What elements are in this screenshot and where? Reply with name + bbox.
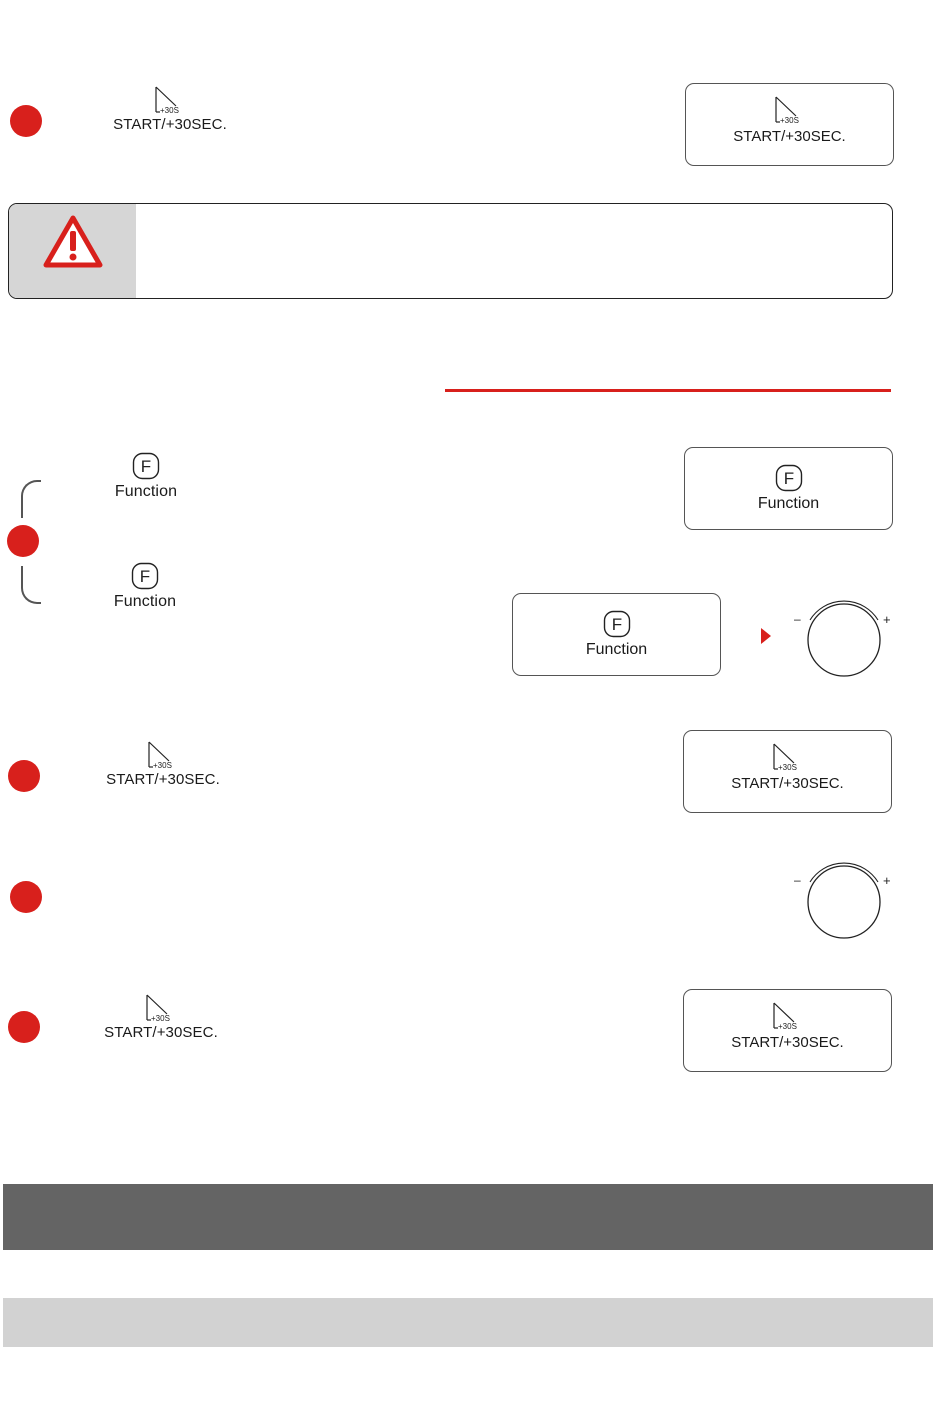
step-marker-5 [8, 1011, 40, 1043]
function-icon-letter: F [139, 567, 151, 586]
start-icon-text: +30S [151, 1014, 170, 1023]
function-icon-letter: F [140, 457, 152, 476]
function-button-inline-2 [75, 562, 215, 611]
start-30s-icon [141, 994, 181, 1024]
function-f-icon [131, 562, 159, 590]
start-icon-text: +30S [777, 763, 797, 772]
start-30s-icon [770, 96, 810, 126]
function-f-icon [775, 464, 803, 492]
function-f-icon [132, 452, 160, 480]
knob-plus: + [883, 873, 891, 888]
start-30s-icon [143, 741, 183, 771]
start-30s-icon [150, 86, 190, 116]
dial-knob-icon[interactable] [792, 596, 898, 684]
warning-side-panel [9, 204, 136, 298]
function-label: Function [757, 495, 820, 512]
step-marker-3 [8, 760, 40, 792]
step-marker-2 [7, 525, 39, 557]
function-icon-letter: F [783, 469, 794, 488]
start-30s-icon [768, 1002, 808, 1032]
start-icon-text: +30S [779, 116, 799, 125]
start-button-inline-2 [93, 741, 233, 789]
warning-triangle-icon [42, 214, 104, 270]
start-button-inline-1 [100, 86, 240, 134]
section-band-light [3, 1298, 933, 1347]
bracket-top [21, 480, 41, 518]
knob-minus: – [794, 873, 801, 887]
function-icon-letter: F [611, 615, 622, 634]
step-marker-4 [10, 881, 42, 913]
start-label: START/+30SEC. [731, 1034, 844, 1051]
start-button-panel-3[interactable] [683, 989, 892, 1072]
knob-minus: – [794, 612, 801, 626]
start-icon-text: +30S [777, 1022, 797, 1031]
start-label: START/+30SEC. [106, 771, 220, 788]
function-button-panel-2[interactable] [512, 593, 721, 676]
start-button-panel-1[interactable] [685, 83, 894, 166]
section-band-dark [3, 1184, 933, 1250]
function-label: Function [113, 593, 177, 610]
step-marker-1 [10, 105, 42, 137]
start-icon-text: +30S [153, 761, 172, 770]
start-icon-text: +30S [160, 106, 179, 115]
start-button-inline-3 [91, 994, 231, 1042]
start-label: START/+30SEC. [104, 1024, 218, 1041]
function-label: Function [114, 483, 178, 500]
function-f-icon [603, 610, 631, 638]
start-button-panel-2[interactable] [683, 730, 892, 813]
section-rule [445, 389, 891, 392]
start-label: START/+30SEC. [733, 128, 846, 145]
bracket-bottom [21, 566, 41, 604]
knob-plus: + [883, 612, 891, 627]
function-label: Function [585, 641, 648, 658]
arrow-right-icon [761, 628, 771, 644]
start-30s-icon [768, 743, 808, 773]
warning-box [8, 203, 893, 299]
function-button-panel-1[interactable] [684, 447, 893, 530]
start-label: START/+30SEC. [113, 116, 227, 133]
start-label: START/+30SEC. [731, 775, 844, 792]
dial-knob-icon[interactable] [792, 858, 898, 946]
function-button-inline-1 [76, 452, 216, 501]
